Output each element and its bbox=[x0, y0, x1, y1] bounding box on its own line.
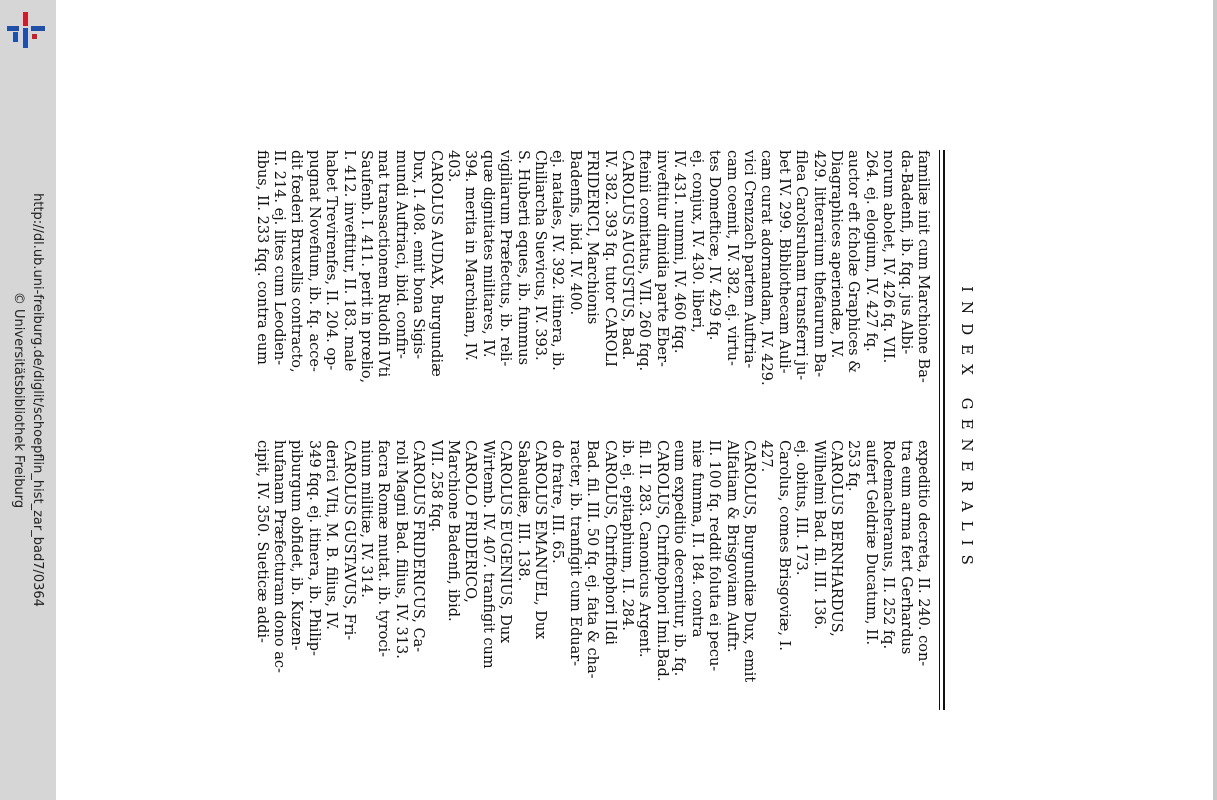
index-line: Marchione Badenfi, ibid. bbox=[445, 440, 462, 622]
index-line: piburgum obfidet, ib. Kuzen- bbox=[288, 440, 305, 651]
index-line: norum abolet, IV. 426 fq. VII. bbox=[880, 150, 897, 364]
index-line: CAROLUS, Chriftophori Imi.Bad. bbox=[653, 440, 670, 682]
index-line: 264. ej. elogium, IV. 427 fq. bbox=[862, 150, 879, 352]
index-line: Alfatiam & Brisgoviam Auftr. bbox=[723, 440, 740, 653]
index-line: cam coemit, IV. 382. ej. virtu- bbox=[723, 150, 740, 366]
index-line: expeditio decreta, II. 240. con- bbox=[915, 440, 931, 667]
index-line: bet IV. 299. Bibliothecam Auli- bbox=[775, 150, 792, 374]
index-line: IV. 382. 393 fq. tutor CAROLI bbox=[601, 150, 618, 367]
index-line: tra eum arma fert Gerhardus bbox=[897, 440, 914, 655]
viewer-sidebar bbox=[0, 0, 56, 800]
index-line: CAROLUS AUDAX, Burgundiæ bbox=[427, 150, 444, 377]
index-column-left bbox=[252, 150, 931, 420]
index-line: cam curat adornandam, IV. 429. bbox=[758, 150, 775, 386]
index-column-right bbox=[252, 440, 931, 710]
index-line: pugnat Novefium, ib. fq. acce- bbox=[305, 150, 322, 372]
index-line: CAROLUS, Chriftophori IIdi bbox=[601, 440, 618, 645]
index-line: Diagraphices aperiendæ, IV. bbox=[827, 150, 844, 359]
index-line: II. 214. ej. lites cum Leodien- bbox=[270, 150, 287, 366]
index-line: eum expeditio decernitur, ib. fq. bbox=[671, 440, 688, 677]
index-line: vici Crenzach partem Auftria- bbox=[740, 150, 757, 369]
index-line: VII. 258 fqq. bbox=[427, 440, 444, 532]
index-line: tes Domefticæ, IV. 429 fq. bbox=[706, 150, 723, 341]
index-line: ib. ej. epitaphium, II. 284. bbox=[619, 440, 636, 631]
index-line: mat transactionem Rudolfi IVti bbox=[375, 150, 392, 378]
index-line: ej. conjux, IV. 430. liberi, bbox=[688, 150, 705, 333]
index-line: IV. 431. nummi, IV. 460 fqq. bbox=[671, 150, 688, 354]
index-line: I. 412. inveftitur, II. 183. male bbox=[340, 150, 357, 372]
index-line: Rodemacheranus, II. 252 fq. bbox=[880, 440, 897, 650]
index-line: dit fœderi Bruxellis contracto, bbox=[288, 150, 305, 373]
index-line: derici VIti, M. B. filius, IV. bbox=[323, 440, 340, 630]
page-edge bbox=[1213, 0, 1217, 800]
index-line: 427. bbox=[758, 440, 775, 473]
index-line: 349 fqq. ej. itinera, ib. Philip- bbox=[305, 440, 322, 656]
index-line: ej. natales, IV. 392. itinera, ib. bbox=[549, 150, 566, 371]
index-line: niæ fumma, II. 184. contra bbox=[688, 440, 705, 638]
index-line: quæ dignitates militares, IV. bbox=[479, 150, 496, 358]
index-line: do fratre, III. 65. bbox=[549, 440, 566, 564]
index-line: filea Carolsruham transferri ju- bbox=[793, 150, 810, 381]
index-line: II. 100 fq. reddit foluta ei pecu- bbox=[706, 440, 723, 672]
index-line: 394. merita in Marchiam, IV. bbox=[462, 150, 479, 361]
index-line: fteinii comitatus, VII. 260 fqq. bbox=[636, 150, 653, 372]
index-line: da-Badenfi, ib. fqq. jus Albi- bbox=[897, 150, 914, 355]
index-line: Saufenb. I. 411. perit in prœlio, bbox=[358, 150, 374, 384]
index-line: Wilhelmi Bad. fil. III. 136. bbox=[810, 440, 827, 630]
index-line: Chiliarcha Suevicus, IV. 393. bbox=[532, 150, 549, 361]
copyright-notice: © Universitätsbibliothek Freiburg bbox=[11, 291, 26, 509]
index-line: 403. bbox=[445, 150, 462, 183]
index-line: Dux, I. 408. emit bona Sigis- bbox=[410, 150, 427, 360]
source-url[interactable]: http://dl.ub.uni-freiburg.de/diglit/schoepflin_hist_zar_bad7/0364 bbox=[30, 193, 45, 607]
index-line: inveftitur dimidia parte Eber- bbox=[653, 150, 670, 367]
index-line: Wirtemb. IV. 407. tranfigit cum bbox=[479, 440, 496, 669]
index-line: Sabaudiæ, III. 138. bbox=[514, 440, 531, 582]
library-logo-icon[interactable] bbox=[5, 8, 49, 52]
index-line: roli Magni Bad. filius, IV. 313. bbox=[392, 440, 409, 659]
index-line: CAROLUS GUSTAVUS, Fri- bbox=[340, 440, 357, 641]
index-line: Badenfis, ibid. IV. 400. bbox=[566, 150, 583, 316]
index-line: hufanam Præfecturam dono ac- bbox=[270, 440, 287, 673]
index-line: CAROLUS FRIDERICUS, Ca- bbox=[410, 440, 427, 653]
header-rule bbox=[943, 150, 945, 710]
index-line: CAROLUS BERNHARDUS, bbox=[827, 440, 844, 637]
index-line: nium militiæ, IV. 314. bbox=[358, 440, 374, 598]
index-line: mundi Auftriaci, ibid. confir- bbox=[392, 150, 409, 359]
index-line: racter, ib. tranfigit cum Eduar- bbox=[566, 440, 583, 667]
index-line: auctor eft fcholæ Graphices & bbox=[845, 150, 862, 374]
index-line: CAROLUS EUGENIUS, Dux bbox=[497, 440, 514, 644]
index-line: CAROLUS AUGUSTUS, Bad. bbox=[619, 150, 636, 361]
index-line: CAROLUS, Burgundiæ Dux, emit bbox=[740, 440, 757, 683]
running-head: INDEX GENERALIS bbox=[958, 286, 976, 574]
sidebar-caption bbox=[9, 193, 47, 607]
header-rule-thin bbox=[939, 150, 940, 710]
index-line: facra Romæ mutat. ib. tyroci- bbox=[375, 440, 392, 658]
index-line: CAROLO FRIDERICO, bbox=[462, 440, 479, 603]
index-line: aufert Geldriæ Ducatum, II. bbox=[862, 440, 879, 646]
index-line: 429. litterarium thefaurum Ba- bbox=[810, 150, 827, 378]
index-line: fibus, II. 233 fqq. contra eum bbox=[253, 150, 270, 365]
index-line: FRIDERICI, Marchionis bbox=[584, 150, 601, 325]
index-line: CAROLUS EMANUEL, Dux bbox=[532, 440, 549, 640]
index-line: cipit, IV. 350. Sueticæ addi- bbox=[253, 440, 270, 643]
index-line: familiæ init cum Marchione Ba- bbox=[915, 150, 931, 383]
index-line: vigiliarum Præfectus, ib. reli- bbox=[497, 150, 514, 367]
book-page bbox=[245, 150, 985, 710]
index-line: Carolus, comes Brisgoviæ, I. bbox=[775, 440, 792, 651]
index-line: habet Trevirenfes, II. 204. op- bbox=[323, 150, 340, 371]
index-line: S. Huberti eques, ib. fummus bbox=[514, 150, 531, 366]
index-line: 253 fq. bbox=[845, 440, 862, 492]
index-line: fil. II. 283. Canonicus Argent. bbox=[636, 440, 653, 658]
index-line: ej. obitus, III. 173. bbox=[793, 440, 810, 576]
index-line: Bad. fil. III. 50 fq. ej. fata & cha- bbox=[584, 440, 601, 679]
